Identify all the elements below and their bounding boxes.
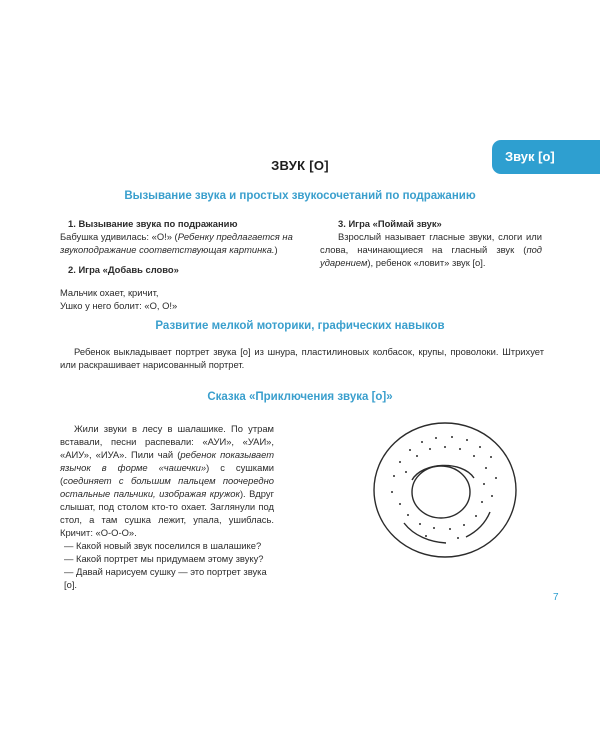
motor-skills-text: Ребенок выкладывает портрет звука [о] из шнура, пластилиновых колбасок, крупы, проволоки. Штрихует или раскрашивает нарисованный портрет. [60,346,544,370]
bagel-bottom-crease [404,523,446,543]
left-column [60,217,308,312]
bagel-right-crease [466,512,490,537]
bagel-outer-edge [374,423,516,557]
bagel-illustration [370,420,520,560]
section-heading-imitation: Вызывание звука и простых звукосочетаний по подражанию [124,190,476,202]
page-title: ЗВУК [О] [271,158,329,173]
item-2-heading: Игра «Добавь слово» [78,264,179,275]
item-3-title [320,217,542,230]
item-1-heading: Вызывание звука по подражанию [78,218,238,229]
item-3-text: Взрослый называет гласные звуки, слоги или слова, начинающиеся на гласный звук (под ударением), ребенок «ловит» звук [о]. [320,231,542,268]
right-column [320,217,542,269]
story-text [60,422,274,591]
story-paragraph: Жили звуки в лесу в шалашике. По утрам вставали, песни распевали: «АУИ», «УАИ», «АИУ», «ИУА». Пили чай (ребенок показывает язычок в форме «чашечки») с сушками (соединяет с большим пальцем поочередно остальные пальчики, изображая кружок). Вдруг слышат, под столом кто-то охает. Заглянули под стол, а там сушка лежит, упала, ушиблась. Кричит: «О-О-О». [60,423,275,538]
item-1-text: Бабушка удивилась: «О!» (Ребенку предлагается на звукоподражание соответствующая картинка.) [60,231,293,255]
bagel-hole-edge [412,466,470,518]
item-3-number: 3. [338,218,346,229]
page-number: 7 [553,592,559,603]
item-2-number: 2. [68,264,76,275]
item-1-number: 1. [68,218,76,229]
section-heading-story: Сказка «Приключения звука [о]» [207,391,393,403]
poem-line-2: Ушко у него болит: «О, О!» [60,300,178,311]
chapter-tab: Звук [о] [492,140,600,174]
story-line-3: — Давай нарисуем сушку — это портрет звука [о]. [64,566,267,590]
item-2-title [60,263,308,276]
item-1-title [60,217,308,230]
poem-line-1: Мальчик охает, кричит, [60,287,159,298]
bagel-poppy-seeds [391,436,497,539]
section-heading-motor-skills: Развитие мелкой моторики, графических навыков [155,320,445,332]
item-3-heading: Игра «Поймай звук» [348,218,442,229]
story-question-2: — Какой портрет мы придумаем этому звуку? [64,553,264,564]
story-question-1: — Какой новый звук поселился в шалашике? [64,540,262,551]
